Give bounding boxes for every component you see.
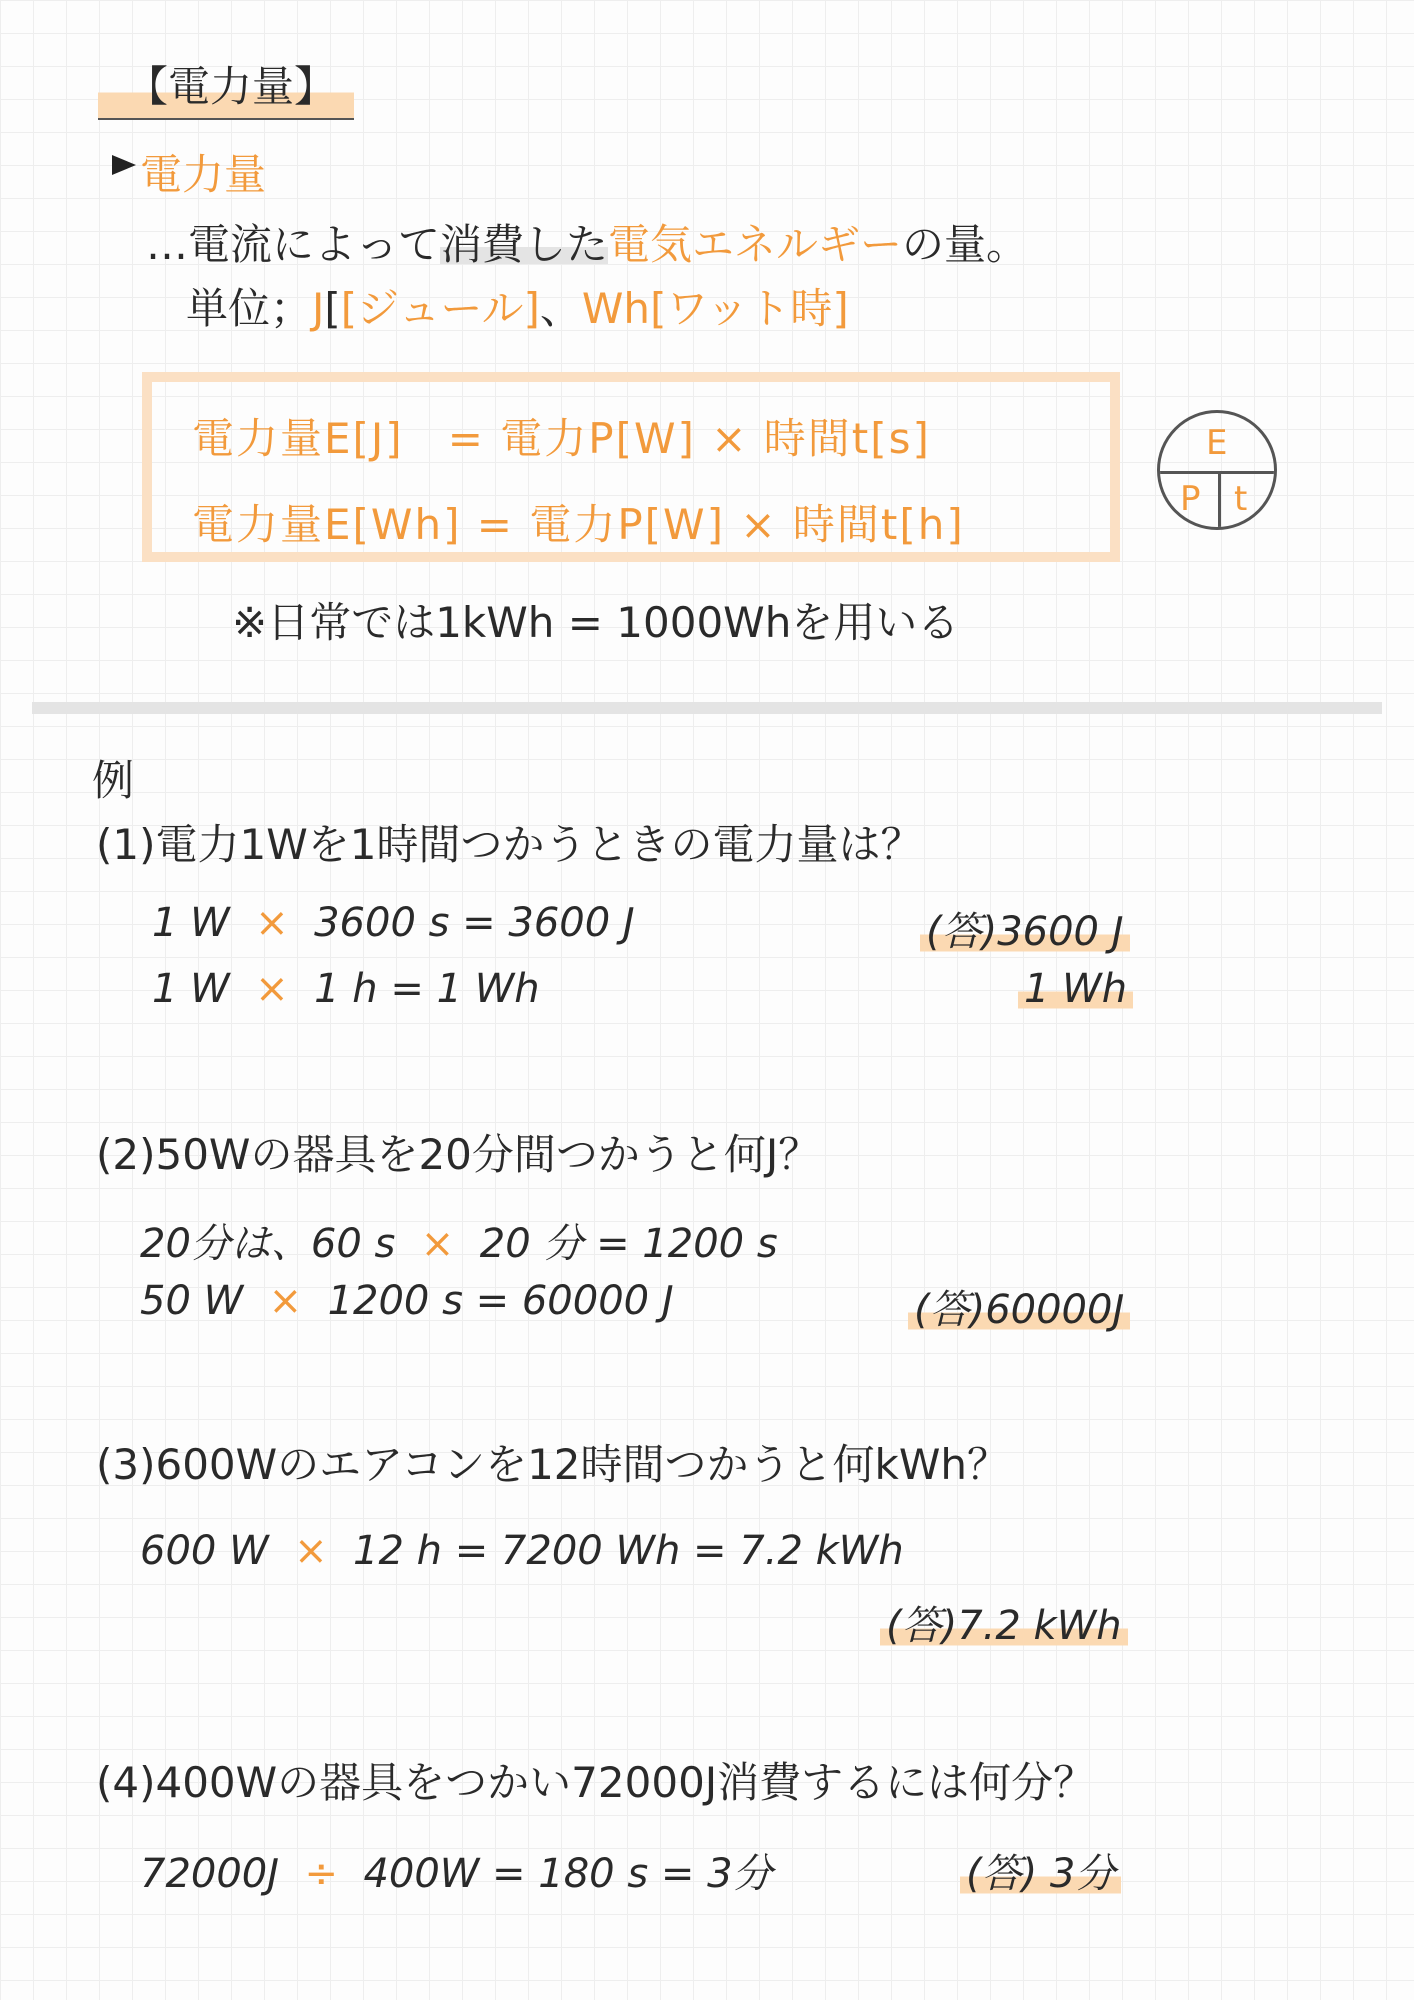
term-heading: 電力量 xyxy=(140,150,267,199)
note-text: ※日常では1kWh = 1000Whを用いる xyxy=(232,598,960,647)
bullet-icon xyxy=(112,155,136,179)
definition-line: …電流によって消費した電気エネルギーの量。 xyxy=(146,220,1029,269)
question-1: (1)電力1Wを1時間つかうときの電力量は？ xyxy=(96,820,923,869)
q3-line-1: 600 W × 12 h = 7200 Wh = 7.2 kWh xyxy=(140,1528,904,1574)
question-4: (4)400Wの器具をつかい72000J消費するには何分？ xyxy=(96,1758,1096,1807)
q1-line-2: 1 W × 1 h = 1 Wh xyxy=(152,966,540,1012)
q1-answer-1: (答)3600 J xyxy=(920,900,1130,957)
ept-diagram xyxy=(1157,410,1277,530)
q3-answer: (答)7.2 kWh xyxy=(880,1594,1128,1651)
q2-line-2: 50 W × 1200 s = 60000 J xyxy=(140,1278,674,1324)
formula-joule: 電力量E[J] = 電力P[W] × 時間t[s] xyxy=(192,414,931,463)
ept-p: P xyxy=(1180,479,1201,519)
q1-answer-2: 1 Wh xyxy=(1018,966,1133,1012)
q1-line-1: 1 W × 3600 s = 3600 J xyxy=(152,900,635,946)
examples-label: 例 xyxy=(92,756,135,805)
q4-answer: (答) 3分 xyxy=(960,1842,1121,1899)
question-2: (2)50Wの器具を20分間つかうと何J？ xyxy=(96,1130,821,1179)
formula-box xyxy=(142,372,1120,562)
ept-e: E xyxy=(1206,423,1228,463)
page-title: 【電力量】 xyxy=(98,54,354,120)
q2-answer: (答)60000J xyxy=(908,1278,1130,1335)
q4-line-1: 72000J ÷ 400W = 180 s = 3分 xyxy=(140,1851,773,1897)
divider xyxy=(32,702,1382,714)
ept-t: t xyxy=(1234,479,1248,519)
formula-wh: 電力量E[Wh] = 電力P[W] × 時間t[h] xyxy=(192,500,965,549)
q2-line-1: 20分は、60 s × 20 分 = 1200 s xyxy=(140,1221,778,1267)
question-3: (3)600Wのエアコンを12時間つかうと何kWh？ xyxy=(96,1440,1010,1489)
unit-line: 単位；J[[ジュール]、Wh[ワット時] xyxy=(186,284,849,333)
